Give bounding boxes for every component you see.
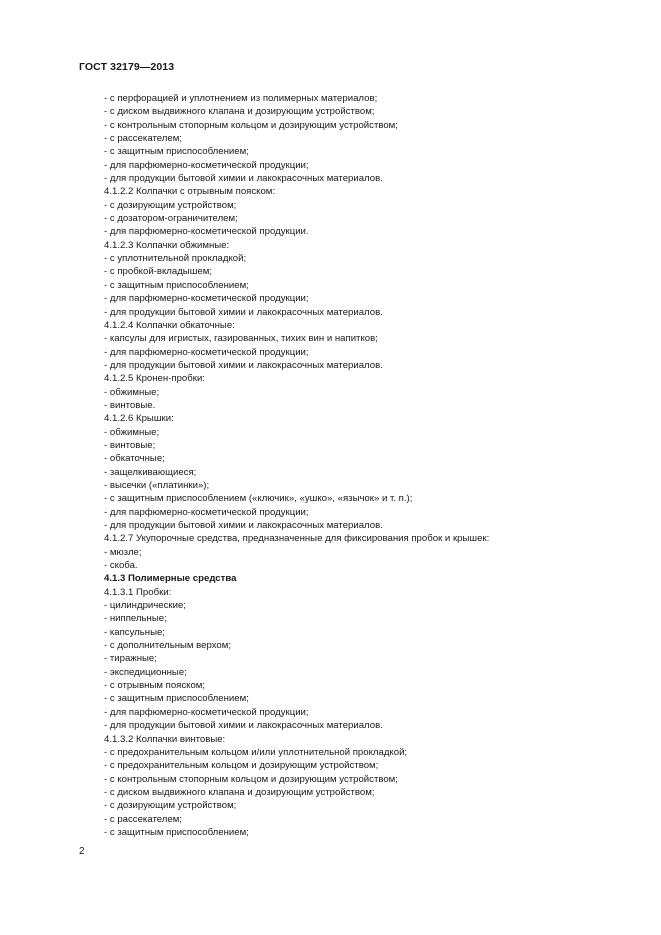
text-line: - с дозирующим устройством;: [104, 800, 237, 812]
text-line: - капсулы для игристых, газированных, тихих вин и напитков;: [104, 333, 378, 345]
text-line: - тиражные;: [104, 653, 157, 665]
text-line: - для продукции бытовой химии и лакокрасочных материалов.: [104, 720, 383, 732]
document-body: [104, 92, 584, 839]
text-line: - с рассекателем;: [104, 133, 182, 145]
text-line: - с перфорацией и уплотнением из полимерных материалов;: [104, 93, 378, 104]
text-line: - для продукции бытовой химии и лакокрасочных материалов.: [104, 306, 383, 318]
text-line: - для парфюмерно-косметической продукции;: [104, 293, 309, 305]
text-line: - с дозирующим устройством;: [104, 199, 237, 211]
section-heading: 4.1.3 Полимерные средства: [104, 573, 237, 585]
text-line: - для парфюмерно-косметической продукции;: [104, 159, 309, 171]
text-line: - мюзле;: [104, 546, 142, 558]
text-line: 4.1.3.2 Колпачки винтовые:: [104, 733, 226, 745]
text-line: - с защитным приспособлением;: [104, 693, 249, 705]
page-number: 2: [79, 846, 85, 857]
text-line: 4.1.2.6 Крышки:: [104, 413, 174, 425]
text-line: - капсульные;: [104, 626, 165, 638]
text-line: - с предохранительным кольцом и дозирующим устройством;: [104, 760, 379, 772]
text-line: - с отрывным пояском;: [104, 680, 206, 692]
text-line: 4.1.2.2 Колпачки с отрывным пояском:: [104, 186, 276, 198]
text-line: - с рассекателем;: [104, 813, 182, 825]
text-line: - с дозатором-ограничителем;: [104, 213, 238, 225]
text-line: - для продукции бытовой химии и лакокрасочных материалов.: [104, 173, 383, 185]
text-line: - с защитным приспособлением;: [104, 826, 249, 838]
text-line: - с предохранительным кольцом и/или уплотнительной прокладкой;: [104, 746, 408, 758]
text-line: 4.1.2.5 Кронен-пробки:: [104, 373, 205, 385]
text-line: 4.1.2.3 Колпачки обжимные:: [104, 239, 230, 251]
text-line: - винтовые.: [104, 399, 156, 411]
text-line: - обжимные;: [104, 386, 160, 398]
text-line: - для парфюмерно-косметической продукции;: [104, 506, 309, 518]
text-line: - для продукции бытовой химии и лакокрасочных материалов.: [104, 520, 383, 531]
text-line: - с контрольным стопорным кольцом и дозирующим устройством;: [104, 119, 398, 131]
text-line: - винтовые;: [104, 439, 156, 451]
text-line: - с пробкой-вкладышем;: [104, 266, 213, 278]
text-line: - для продукции бытовой химии и лакокрасочных материалов.: [104, 359, 383, 371]
text-line: - с дополнительным верхом;: [104, 640, 232, 652]
text-line: 4.1.2.4 Колпачки обкаточные:: [104, 319, 235, 331]
text-line: - с защитным приспособлением;: [104, 279, 249, 291]
text-line: - с уплотнительной прокладкой;: [104, 253, 247, 265]
text-line: - с контрольным стопорным кольцом и дозирующим устройством;: [104, 773, 398, 785]
text-line: - обкаточные;: [104, 453, 165, 465]
text-line: - с защитным приспособлением («ключик», «ушко», «язычок» и т. п.);: [104, 493, 413, 505]
text-line: - скоба.: [104, 560, 138, 572]
text-line: 4.1.3.1 Пробки:: [104, 586, 172, 598]
text-line: - с диском выдвижного клапана и дозирующим устройством;: [104, 106, 375, 118]
text-line: - обжимные;: [104, 426, 160, 438]
text-line: - с диском выдвижного клапана и дозирующим устройством;: [104, 786, 375, 798]
text-line: - с защитным приспособлением;: [104, 146, 249, 158]
text-line: 4.1.2.7 Укупорочные средства, предназначенные для фиксирования пробок и крышек:: [104, 533, 490, 545]
text-line: - цилиндрические;: [104, 600, 186, 612]
text-line: - для парфюмерно-косметической продукции;: [104, 346, 309, 358]
text-line: - экспедиционные;: [104, 666, 187, 678]
text-line: - для парфюмерно-косметической продукции.: [104, 226, 309, 238]
text-line: - защелкивающиеся;: [104, 466, 197, 478]
page-header-title: ГОСТ 32179—2013: [79, 61, 175, 73]
text-line: - высечки («платинки»);: [104, 479, 210, 491]
text-line: - ниппельные;: [104, 613, 167, 625]
text-line: - для парфюмерно-косметической продукции;: [104, 706, 309, 718]
